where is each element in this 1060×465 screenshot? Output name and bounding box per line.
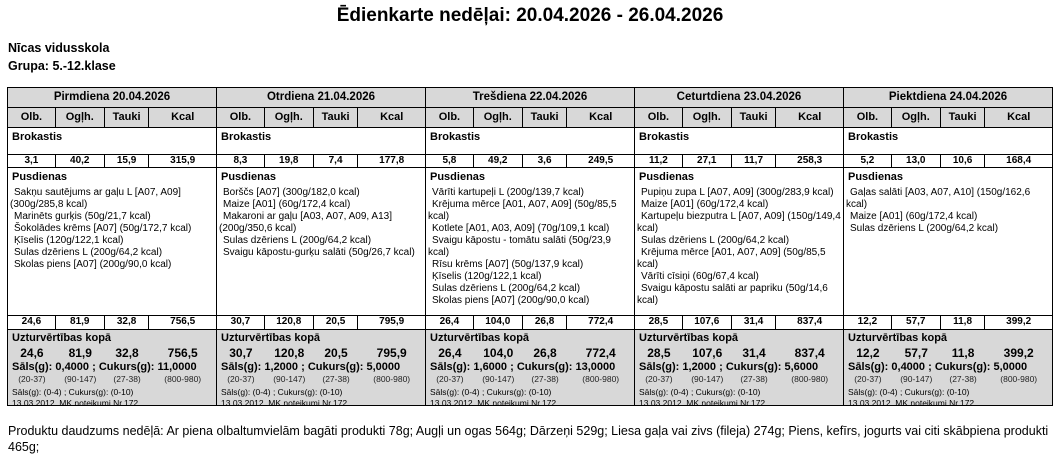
lunch-section bbox=[426, 168, 634, 316]
lunch-item: Sulas dzēriens L (200g/64,2 kcal) bbox=[850, 223, 999, 234]
summary-value-oglh: 107,6 bbox=[692, 346, 723, 360]
lunch-item: Kotlete [A01, A03, A09] (70g/109,1 kcal) bbox=[432, 223, 610, 234]
lunch-item: Rīsu krēms [A07] (50g/137,9 kcal) bbox=[432, 259, 584, 270]
total-value-olb: 24,6 bbox=[8, 316, 56, 329]
breakfast-values-row bbox=[635, 155, 843, 168]
nutrient-header-olb: Olb. bbox=[8, 108, 56, 127]
nutrition-summary bbox=[635, 330, 843, 405]
range-tauki: (27-38) bbox=[949, 374, 977, 384]
salt-sugar-values: Sāls(g): 1,2000 ; Cukurs(g): 5,6000 bbox=[639, 361, 819, 373]
range-olb: (20-37) bbox=[18, 374, 46, 384]
summary-value-kcal: 795,9 bbox=[376, 346, 407, 360]
breakfast-label: Brokastis bbox=[217, 128, 425, 155]
range-olb: (20-37) bbox=[645, 374, 673, 384]
lunch-section bbox=[844, 168, 1052, 316]
lunch-item: Pupiņu zupa L [A07, A09] (300g/283,9 kcal) bbox=[641, 187, 834, 198]
summary-value-oglh: 120,8 bbox=[274, 346, 305, 360]
breakfast-value-olb: 5,2 bbox=[844, 155, 892, 167]
lunch-item: Ķīselis (120g/122,1 kcal) bbox=[432, 271, 542, 282]
lunch-item: Svaigu kāpostu - tomātu salāti (50g/23,9 kcal) bbox=[428, 235, 611, 258]
summary-value-olb: 12,2 bbox=[856, 346, 880, 360]
lunch-item: Sulas dzēriens L (200g/64,2 kcal) bbox=[641, 235, 790, 246]
range-tauki: (27-38) bbox=[322, 374, 350, 384]
reference-ranges-row bbox=[8, 374, 216, 385]
nutrient-header-row bbox=[8, 108, 216, 128]
lunch-item: Vārīti cīsiņi (60g/67,4 kcal) bbox=[641, 271, 759, 282]
total-value-kcal: 756,5 bbox=[170, 316, 196, 327]
lunch-item: Krējuma mērce [A01, A07, A09] (50g/85,5 kcal) bbox=[637, 247, 826, 270]
total-value-oglh: 120,8 bbox=[265, 316, 314, 329]
summary-value-oglh: 104,0 bbox=[483, 346, 514, 360]
lunch-label: Pusdienas bbox=[12, 171, 68, 183]
summary-value-tauki: 11,8 bbox=[951, 346, 975, 360]
breakfast-values-row bbox=[844, 155, 1052, 168]
nutrient-header-row bbox=[635, 108, 843, 128]
summary-value-kcal: 399,2 bbox=[1003, 346, 1034, 360]
breakfast-value-kcal: 249,5 bbox=[588, 155, 614, 166]
nutrition-summary bbox=[426, 330, 634, 405]
total-value-tauki: 20,5 bbox=[314, 316, 359, 329]
day-column bbox=[844, 88, 1052, 405]
reference-ranges-row bbox=[844, 374, 1052, 385]
lunch-section bbox=[217, 168, 425, 316]
day-column bbox=[8, 88, 217, 405]
nutrient-header-tauki: Tauki bbox=[732, 108, 777, 127]
nutrient-header-kcal: Kcal bbox=[1007, 111, 1031, 123]
lunch-totals-row bbox=[844, 316, 1052, 330]
nutrition-summary-heading: Uzturvērtības kopā bbox=[639, 332, 739, 344]
total-value-olb: 12,2 bbox=[844, 316, 892, 329]
lunch-label: Pusdienas bbox=[639, 171, 695, 183]
regulation-note: 13.03.2012. MK noteikumi Nr.172 bbox=[221, 398, 348, 405]
nutrient-header-tauki: Tauki bbox=[941, 108, 986, 127]
salt-sugar-range-note: Sāls(g): (0-4) ; Cukurs(g): (0-10) bbox=[12, 387, 134, 397]
salt-sugar-range-note: Sāls(g): (0-4) ; Cukurs(g): (0-10) bbox=[221, 387, 343, 397]
summary-value-tauki: 32,8 bbox=[115, 346, 139, 360]
breakfast-label: Brokastis bbox=[8, 128, 216, 155]
summary-value-tauki: 20,5 bbox=[324, 346, 348, 360]
breakfast-value-tauki: 7,4 bbox=[314, 155, 359, 167]
nutrient-header-kcal: Kcal bbox=[171, 111, 195, 123]
lunch-item: Šokolādes krēms [A07] (50g/172,7 kcal) bbox=[14, 223, 192, 234]
salt-sugar-values: Sāls(g): 0,4000 ; Cukurs(g): 5,0000 bbox=[848, 361, 1028, 373]
nutrient-header-kcal: Kcal bbox=[380, 111, 404, 123]
group-name: Grupa: 5.-12.klase bbox=[8, 59, 116, 73]
breakfast-label: Brokastis bbox=[426, 128, 634, 155]
lunch-totals-row bbox=[635, 316, 843, 330]
breakfast-values-row bbox=[426, 155, 634, 168]
summary-value-oglh: 81,9 bbox=[68, 346, 92, 360]
summary-value-olb: 30,7 bbox=[229, 346, 253, 360]
lunch-items-list bbox=[219, 187, 423, 259]
reference-ranges-row bbox=[635, 374, 843, 385]
breakfast-value-tauki: 3,6 bbox=[523, 155, 568, 167]
nutrition-summary-values bbox=[217, 346, 425, 360]
total-value-kcal: 837,4 bbox=[797, 316, 823, 327]
nutrient-header-tauki: Tauki bbox=[523, 108, 568, 127]
lunch-item: Makaroni ar gaļu [A03, A07, A09, A13] (200g/350,6 kcal) bbox=[219, 211, 393, 234]
weekly-menu-table bbox=[7, 87, 1053, 406]
range-oglh: (90-147) bbox=[64, 374, 97, 384]
total-value-tauki: 26,8 bbox=[523, 316, 568, 329]
lunch-label: Pusdienas bbox=[848, 171, 904, 183]
regulation-note: 13.03.2012. MK noteikumi Nr.172 bbox=[848, 398, 975, 405]
salt-sugar-range-note: Sāls(g): (0-4) ; Cukurs(g): (0-10) bbox=[848, 387, 970, 397]
nutrient-header-row bbox=[426, 108, 634, 128]
lunch-item: Sulas dzēriens L (200g/64,2 kcal) bbox=[223, 235, 372, 246]
total-value-oglh: 81,9 bbox=[56, 316, 105, 329]
breakfast-value-kcal: 315,9 bbox=[170, 155, 196, 166]
lunch-item: Borščs [A07] (300g/182,0 kcal) bbox=[223, 187, 360, 198]
summary-value-olb: 26,4 bbox=[438, 346, 462, 360]
total-value-olb: 28,5 bbox=[635, 316, 683, 329]
total-value-tauki: 32,8 bbox=[105, 316, 150, 329]
nutrition-summary-values bbox=[635, 346, 843, 360]
regulation-note: 13.03.2012. MK noteikumi Nr.172 bbox=[639, 398, 766, 405]
breakfast-value-kcal: 258,3 bbox=[797, 155, 823, 166]
summary-value-olb: 24,6 bbox=[20, 346, 44, 360]
lunch-item: Svaigu kāpostu salāti ar papriku (50g/14,6 kcal) bbox=[637, 283, 828, 306]
salt-sugar-range-note: Sāls(g): (0-4) ; Cukurs(g): (0-10) bbox=[430, 387, 552, 397]
total-value-oglh: 107,6 bbox=[683, 316, 732, 329]
range-olb: (20-37) bbox=[227, 374, 255, 384]
nutrition-summary bbox=[217, 330, 425, 405]
day-header: Pirmdiena 20.04.2026 bbox=[8, 88, 216, 108]
total-value-kcal: 772,4 bbox=[588, 316, 614, 327]
page-title: Ēdienkarte nedēļai: 20.04.2026 - 26.04.2026 bbox=[336, 5, 724, 26]
total-value-olb: 30,7 bbox=[217, 316, 265, 329]
lunch-items-list bbox=[637, 187, 841, 307]
lunch-label: Pusdienas bbox=[221, 171, 277, 183]
lunch-item: Ķīselis (120g/122,1 kcal) bbox=[14, 235, 124, 246]
nutrition-summary-heading: Uzturvērtības kopā bbox=[848, 332, 948, 344]
lunch-items-list bbox=[428, 187, 632, 307]
salt-sugar-values: Sāls(g): 1,6000 ; Cukurs(g): 13,0000 bbox=[430, 361, 616, 373]
nutrition-summary-heading: Uzturvērtības kopā bbox=[221, 332, 321, 344]
summary-value-kcal: 837,4 bbox=[794, 346, 825, 360]
range-kcal: (800-980) bbox=[164, 374, 202, 384]
lunch-totals-row bbox=[217, 316, 425, 330]
nutrition-summary bbox=[844, 330, 1052, 405]
breakfast-values-row bbox=[217, 155, 425, 168]
range-olb: (20-37) bbox=[854, 374, 882, 384]
lunch-item: Maize [A01] (60g/172,4 kcal) bbox=[641, 199, 769, 210]
salt-sugar-range-note: Sāls(g): (0-4) ; Cukurs(g): (0-10) bbox=[639, 387, 761, 397]
lunch-item: Sulas dzēriens L (200g/64,2 kcal) bbox=[14, 247, 163, 258]
breakfast-value-olb: 3,1 bbox=[8, 155, 56, 167]
summary-value-tauki: 26,8 bbox=[533, 346, 557, 360]
nutrition-summary-values bbox=[8, 346, 216, 360]
salt-sugar-values: Sāls(g): 0,4000 ; Cukurs(g): 11,0000 bbox=[12, 361, 197, 373]
day-column bbox=[426, 88, 635, 405]
breakfast-label: Brokastis bbox=[844, 128, 1052, 155]
nutrition-summary-values bbox=[844, 346, 1052, 360]
document-meta bbox=[8, 39, 1060, 75]
lunch-item: Svaigu kāpostu-gurķu salāti (50g/26,7 kcal) bbox=[223, 247, 415, 258]
regulation-note: 13.03.2012. MK noteikumi Nr.172 bbox=[12, 398, 139, 405]
breakfast-value-olb: 11,2 bbox=[635, 155, 683, 167]
reference-ranges-row bbox=[217, 374, 425, 385]
range-oglh: (90-147) bbox=[273, 374, 306, 384]
breakfast-values-row bbox=[8, 155, 216, 168]
breakfast-value-kcal: 168,4 bbox=[1006, 155, 1032, 166]
day-header: Ceturtdiena 23.04.2026 bbox=[635, 88, 843, 108]
range-kcal: (800-980) bbox=[1000, 374, 1038, 384]
lunch-item: Sakņu sautējums ar gaļu L [A07, A09] (300g/285,8 kcal) bbox=[10, 187, 181, 210]
total-value-tauki: 31,4 bbox=[732, 316, 777, 329]
day-column bbox=[217, 88, 426, 405]
range-oglh: (90-147) bbox=[482, 374, 515, 384]
salt-sugar-values: Sāls(g): 1,2000 ; Cukurs(g): 5,0000 bbox=[221, 361, 401, 373]
lunch-item: Vārīti kartupeļi L (200g/139,7 kcal) bbox=[432, 187, 584, 198]
nutrient-header-oglh: Ogļh. bbox=[474, 108, 523, 127]
nutrient-header-tauki: Tauki bbox=[105, 108, 150, 127]
lunch-item: Skolas piens [A07] (200g/90,0 kcal) bbox=[432, 295, 590, 306]
breakfast-value-oglh: 40,2 bbox=[56, 155, 105, 167]
regulation-note: 13.03.2012. MK noteikumi Nr.172 bbox=[430, 398, 557, 405]
lunch-item: Maize [A01] (60g/172,4 kcal) bbox=[850, 211, 978, 222]
lunch-item: Skolas piens [A07] (200g/90,0 kcal) bbox=[14, 259, 172, 270]
school-name: Nīcas vidusskola bbox=[8, 41, 110, 55]
summary-value-olb: 28,5 bbox=[647, 346, 671, 360]
lunch-item: Sulas dzēriens L (200g/64,2 kcal) bbox=[432, 283, 581, 294]
total-value-oglh: 57,7 bbox=[892, 316, 941, 329]
breakfast-value-tauki: 10,6 bbox=[941, 155, 986, 167]
nutrition-summary-heading: Uzturvērtības kopā bbox=[430, 332, 530, 344]
nutrient-header-oglh: Ogļh. bbox=[683, 108, 732, 127]
total-value-kcal: 399,2 bbox=[1006, 316, 1032, 327]
nutrient-header-row bbox=[844, 108, 1052, 128]
nutrient-header-olb: Olb. bbox=[635, 108, 683, 127]
breakfast-value-kcal: 177,8 bbox=[379, 155, 405, 166]
range-oglh: (90-147) bbox=[900, 374, 933, 384]
nutrient-header-kcal: Kcal bbox=[589, 111, 613, 123]
breakfast-value-tauki: 15,9 bbox=[105, 155, 150, 167]
summary-value-kcal: 756,5 bbox=[167, 346, 198, 360]
lunch-items-list bbox=[846, 187, 1050, 235]
range-oglh: (90-147) bbox=[691, 374, 724, 384]
range-tauki: (27-38) bbox=[740, 374, 768, 384]
breakfast-value-oglh: 49,2 bbox=[474, 155, 523, 167]
lunch-item: Gaļas salāti [A03, A07, A10] (150g/162,6 kcal) bbox=[846, 187, 1031, 210]
lunch-section bbox=[8, 168, 216, 316]
total-value-kcal: 795,9 bbox=[379, 316, 405, 327]
day-header: Piektdiena 24.04.2026 bbox=[844, 88, 1052, 108]
summary-value-kcal: 772,4 bbox=[585, 346, 616, 360]
range-tauki: (27-38) bbox=[531, 374, 559, 384]
summary-value-oglh: 57,7 bbox=[904, 346, 928, 360]
breakfast-value-oglh: 19,8 bbox=[265, 155, 314, 167]
nutrition-summary-heading: Uzturvērtības kopā bbox=[12, 332, 112, 344]
total-value-olb: 26,4 bbox=[426, 316, 474, 329]
nutrient-header-tauki: Tauki bbox=[314, 108, 359, 127]
lunch-item: Krējuma mērce [A01, A07, A09] (50g/85,5 kcal) bbox=[428, 199, 617, 222]
range-tauki: (27-38) bbox=[113, 374, 141, 384]
breakfast-value-oglh: 27,1 bbox=[683, 155, 732, 167]
nutrition-summary-values bbox=[426, 346, 634, 360]
range-kcal: (800-980) bbox=[373, 374, 411, 384]
day-header: Otrdiena 21.04.2026 bbox=[217, 88, 425, 108]
range-kcal: (800-980) bbox=[582, 374, 620, 384]
reference-ranges-row bbox=[426, 374, 634, 385]
lunch-item: Kartupeļu biezputra L [A07, A09] (150g/149,4 kcal) bbox=[637, 211, 841, 234]
lunch-item: Marinēts gurķis (50g/21,7 kcal) bbox=[14, 211, 151, 222]
nutrient-header-olb: Olb. bbox=[844, 108, 892, 127]
nutrient-header-olb: Olb. bbox=[217, 108, 265, 127]
breakfast-label: Brokastis bbox=[635, 128, 843, 155]
total-value-tauki: 11,8 bbox=[941, 316, 986, 329]
breakfast-value-tauki: 11,7 bbox=[732, 155, 777, 167]
summary-value-tauki: 31,4 bbox=[742, 346, 766, 360]
lunch-items-list bbox=[10, 187, 214, 271]
lunch-totals-row bbox=[8, 316, 216, 330]
lunch-section bbox=[635, 168, 843, 316]
nutrient-header-olb: Olb. bbox=[426, 108, 474, 127]
nutrient-header-oglh: Ogļh. bbox=[265, 108, 314, 127]
lunch-totals-row bbox=[426, 316, 634, 330]
day-column bbox=[635, 88, 844, 405]
nutrient-header-kcal: Kcal bbox=[798, 111, 822, 123]
day-header: Trešdiena 22.04.2026 bbox=[426, 88, 634, 108]
lunch-label: Pusdienas bbox=[430, 171, 486, 183]
breakfast-value-oglh: 13,0 bbox=[892, 155, 941, 167]
range-olb: (20-37) bbox=[436, 374, 464, 384]
nutrition-summary bbox=[8, 330, 216, 405]
weekly-products-note: Produktu daudzums nedēļā: Ar piena olbaltumvielām bagāti produkti 78g; Augļi un ogas 564g; Dārzeņi 529g; Liesa gaļa vai zivs (fileja) 274g; Piens, kefīrs, jogurts vai citi skābpiena produkti 465g; bbox=[8, 424, 1049, 454]
breakfast-value-olb: 5,8 bbox=[426, 155, 474, 167]
nutrient-header-oglh: Ogļh. bbox=[56, 108, 105, 127]
breakfast-value-olb: 8,3 bbox=[217, 155, 265, 167]
nutrient-header-row bbox=[217, 108, 425, 128]
lunch-item: Maize [A01] (60g/172,4 kcal) bbox=[223, 199, 351, 210]
nutrient-header-oglh: Ogļh. bbox=[892, 108, 941, 127]
range-kcal: (800-980) bbox=[791, 374, 829, 384]
total-value-oglh: 104,0 bbox=[474, 316, 523, 329]
